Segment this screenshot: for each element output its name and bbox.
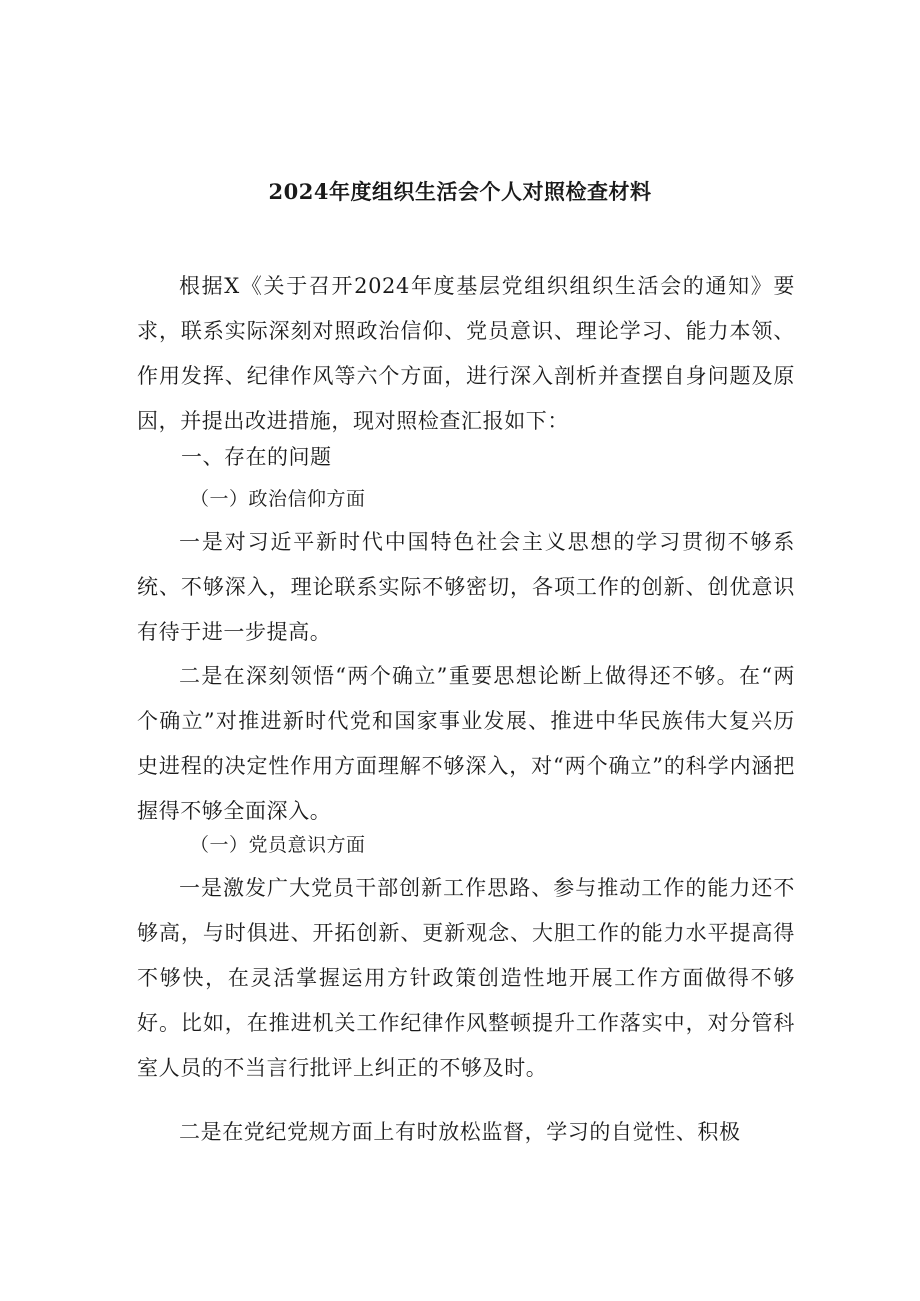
party-awareness-paragraph-2: 二是在党纪党规方面上有时放松监督，学习的自觉性、积极 [179,1120,741,1144]
party-awareness-paragraph-1: 一是激发广大党员干部创新工作思路、参与推动工作的能力还不够高，与时俱进、开拓创新、更新观念、大胆工作的能力水平提高得不够快，在灵活掌握运用方针政策创造性地开展工作方面做得不够好。比如，在推进机关工作纪律作风整顿提升工作落实中，对分管科室人员的不当言行批评上纠正的不够及时。 [137,876,795,1080]
political-belief-paragraph-2: 二是在深刻领悟“两个确立”重要思想论断上做得还不够。在“两个确立”对推进新时代党和国家事业发展、推进中华民族伟大复兴历史进程的决定性作用方面理解不够深入，对“两个确立”的科学内涵把握得不够全面深入。 [137,664,795,823]
section-heading-problems: 一、存在的问题 [181,445,332,469]
subsection-heading-political-belief: （一）政治信仰方面 [190,488,366,510]
subsection-heading-party-awareness: （一）党员意识方面 [190,834,366,856]
intro-paragraph: 根据X《关于召开2024年度基层党组织组织生活会的通知》要求，联系实际深刻对照政治信仰、党员意识、理论学习、能力本领、作用发挥、纪律作风等六个方面，进行深入剖析并查摆自身问题及原因，并提出改进措施，现对照检查汇报如下： [137,274,795,433]
document-title: 2024年度组织生活会个人对照检查材料 [268,179,652,204]
political-belief-paragraph-1: 一是对习近平新时代中国特色社会主义思想的学习贯彻不够系统、不够深入，理论联系实际不够密切，各项工作的创新、创优意识有待于进一步提高。 [137,530,795,644]
